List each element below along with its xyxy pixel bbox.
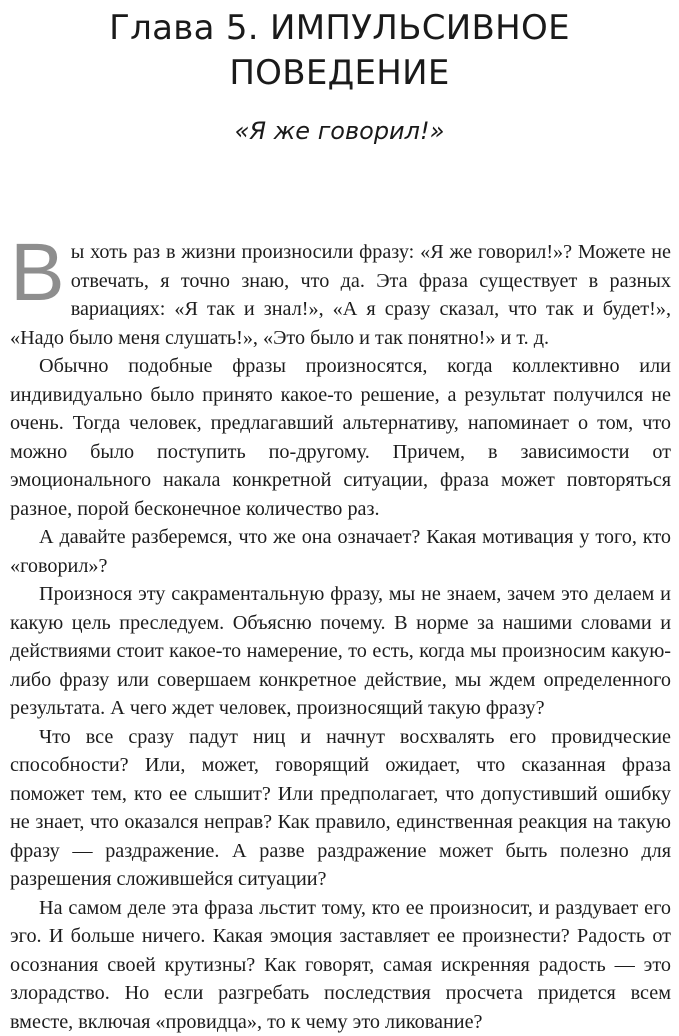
chapter-body: [10, 238, 671, 1036]
chapter-epigraph: «Я же говорил!»: [0, 114, 679, 148]
paragraph-1: [10, 238, 671, 352]
paragraph-1-text: ы хоть раз в жизни произносили фразу: «Я же говорил!»? Можете не отвечать, я точно знаю, что да. Эта фраза существует в разных вариациях: «Я так и знал!», «А я сразу сказал, что так и будет!», «Надо было меня слушать!», «Это было и так понятно!» и т. д.: [10, 241, 671, 349]
chapter-title-line-1: Глава 5. ИМПУЛЬСИВНОЕ: [0, 6, 679, 51]
paragraph-2: Обычно подобные фразы произносятся, когда коллективно или индивидуально было принято какое-то решение, а результат получился не очень. Тогда человек, предлагавший альтернативу, напоминает о том, что можно было поступить по-другому. Причем, в зависимости от эмоционального накала конкретной ситуации, фраза может повторяться разное, порой бесконечное количество раз.: [10, 352, 671, 523]
chapter-title: [0, 6, 679, 96]
drop-cap: В: [10, 241, 65, 307]
paragraph-5: Что все сразу падут ниц и начнут восхвалять его провидческие способности? Или, может, говорящий ожидает, что сказанная фраза поможет тем, кто ее слышит? Или предполагает, что допустивший ошибку не знает, что оказался неправ? Как правило, единственная реакция на такую фразу — раздражение. А разве раздражение может быть полезно для разрешения сложившейся ситуации?: [10, 723, 671, 894]
paragraph-4: Произнося эту сакраментальную фразу, мы не знаем, зачем это делаем и какую цель преследуем. Объясню почему. В норме за нашими словами и действиями стоит какое-то намерение, то есть, когда мы произносим какую-либо фразу или совершаем конкретное действие, мы ждем определенного результата. А чего ждет человек, произносящий такую фразу?: [10, 580, 671, 723]
chapter-title-line-2: ПОВЕДЕНИЕ: [0, 51, 679, 96]
paragraph-3: А давайте разберемся, что же она означает? Какая мотивация у того, кто «говорил»?: [10, 523, 671, 580]
paragraph-6: На самом деле эта фраза льстит тому, кто ее произносит, и раздувает его эго. И больше ничего. Какая эмоция заставляет ее произнести? Радость от осознания своей крутизны? Как говорят, самая искренняя радость — это злорадство. Но если разгребать последствия просчета придется всем вместе, включая «провидца», то к чему это ликование?: [10, 894, 671, 1036]
